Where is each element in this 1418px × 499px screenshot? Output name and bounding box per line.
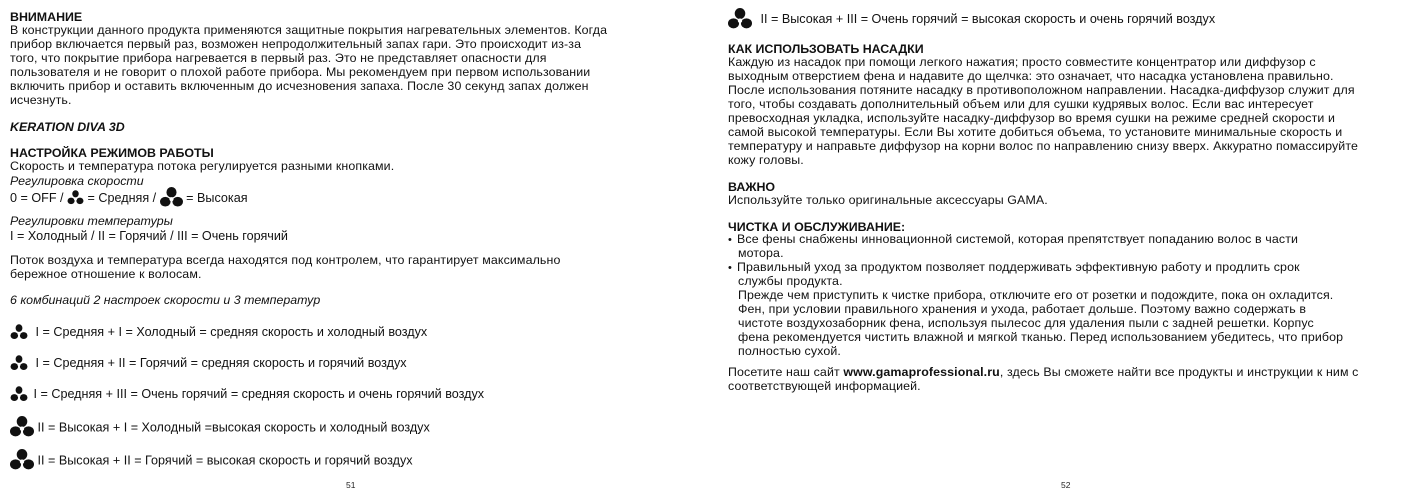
visit-line-2: соответствующей информацией. (728, 379, 921, 393)
combo-text: II = Высокая + III = Очень горячий = высокая скорость и очень горячий воздух (760, 12, 1216, 27)
cleaning-title: ЧИСТКА И ОБСЛУЖИВАНИЕ: (728, 220, 906, 234)
bullet-text: Правильный уход за продуктом позволяет поддерживать эффективную работу и продлить срок (737, 260, 1300, 274)
fan-high-icon (728, 8, 752, 32)
attach-line: самой высокой температуры. Если Вы хотите добиться объема, то установите минимальные скорость и (728, 125, 1343, 139)
visit-line (728, 366, 1359, 380)
fan-medium-icon (67, 190, 84, 207)
fan-high-icon (10, 416, 34, 440)
fan-medium-icon (10, 355, 28, 373)
warning-line: включить прибор и оставить включенным до исчезновения запаха. После 30 секунд запах должен (10, 79, 589, 93)
fan-high-icon (10, 449, 34, 473)
warning-line: пользователя и не говорит о плохой работе прибора. Мы рекомендуем при первом использовании (10, 65, 591, 79)
bullet-line: службы продукта. (738, 274, 843, 288)
speed-line (10, 187, 248, 210)
combo-item (10, 449, 413, 473)
fan-medium-icon (10, 386, 28, 404)
page-number: 51 (346, 480, 356, 490)
attach-line: превосходная укладка, используйте насадку-диффузор во время сушки на режиме средней скорости и (728, 111, 1336, 125)
warning-line: прибор включается первый раз, возможен непродолжительный запах гари. Это происходит из-за (10, 37, 582, 51)
combo-item (728, 8, 1215, 32)
warning-line: исчезнуть. (10, 93, 72, 107)
combo-item (10, 324, 427, 342)
bullet-text: Все фены снабжены инновационной системой, которая препятствует попаданию волос в части (737, 232, 1299, 246)
combo-text: II = Высокая + I = Холодный =высокая скорость и холодный воздух (37, 420, 430, 435)
important-text: Используйте только оригинальные аксессуары GAMA. (728, 193, 1048, 207)
warning-line: В конструкции данного продукта применяются защитные покрытия нагревательных элементов. Когда (10, 23, 608, 37)
attach-title: КАК ИСПОЛЬЗОВАТЬ НАСАДКИ (728, 42, 924, 56)
temp-title: Регулировки температуры (10, 214, 173, 228)
fan-high-icon (160, 187, 183, 210)
attach-line: После использования потяните насадку в противоположном направлении. Насадка-диффузор служит для (728, 83, 1355, 97)
bullet-line: полностью сухой. (738, 344, 841, 358)
visit-pre: Посетите наш сайт (728, 365, 844, 379)
flow-line: Поток воздуха и температура всегда находятся под контролем, что гарантирует максимально (10, 253, 561, 267)
attach-line: выходным отверстием фена и надавите до щелчка: это означает, что насадка установлена правильно. (728, 69, 1334, 83)
bullet-line: фена рекомендуется чистить влажной и мягкой тканью. Перед использованием убедитесь, что прибор (738, 330, 1344, 344)
bullet-item (728, 233, 1298, 248)
bullet-dot-icon: • (728, 234, 732, 246)
warning-line: того, что покрытие прибора нагревается в первый раз. Это не представляет опасности для (10, 51, 547, 65)
attach-line: того, чтобы создавать дополнительный объем или для сушки кудрявых волос. Если вас интересует (728, 97, 1314, 111)
attach-line: Каждую из насадок при помощи легкого нажатия; просто совместите концентратор или диффузор с (728, 55, 1316, 69)
important-title: ВАЖНО (728, 180, 776, 194)
model-name: KERATION DIVA 3D (10, 120, 125, 134)
modes-title: НАСТРОЙКА РЕЖИМОВ РАБОТЫ (10, 146, 214, 160)
bullet-line: мотора. (738, 246, 784, 260)
combo-item (10, 355, 407, 373)
combos-title: 6 комбинаций 2 настроек скорости и 3 температур (10, 293, 321, 307)
page-number: 52 (1061, 480, 1071, 490)
speed-title: Регулировка скорости (10, 174, 144, 188)
flow-line: бережное отношение к волосам. (10, 267, 202, 281)
warning-title: ВНИМАНИЕ (10, 10, 83, 24)
attach-line: кожу головы. (728, 153, 804, 167)
speed-off: 0 = OFF / (10, 190, 64, 205)
temp-line: I = Холодный / II = Горячий / III = Очень горячий (10, 229, 288, 243)
combo-item (10, 416, 430, 440)
bullet-line: чистоте воздухозаборник фена, используя пылесос для удаления пыли с задней решетки. Корпус (738, 316, 1314, 330)
combo-text: I = Средняя + II = Горячий = средняя скорость и горячий воздух (35, 356, 407, 371)
fan-medium-icon (10, 324, 28, 342)
combo-text: I = Средняя + III = Очень горячий = средняя скорость и очень горячий воздух (33, 387, 485, 402)
modes-intro: Скорость и температура потока регулируется разными кнопками. (10, 159, 395, 173)
bullet-dot-icon: • (728, 262, 732, 274)
combo-text: I = Средняя + I = Холодный = средняя скорость и холодный воздух (35, 325, 428, 340)
bullet-line: Прежде чем приступить к чистке прибора, отключите его от розетки и подождите, пока он охладится. (738, 288, 1334, 302)
website-link[interactable]: www.gamaprofessional.ru (843, 365, 1000, 379)
visit-post: , здесь Вы сможете найти все продукты и инструкции к ним с (999, 365, 1359, 379)
speed-medium: = Средняя / (87, 190, 157, 205)
bullet-line: Фен, при условии правильного хранения и ухода, работает дольше. Поэтому важно содержать в (738, 302, 1307, 316)
attach-line: температуру и направьте диффузор на корни волос по направлению снизу вверх. Аккуратно помассируйте (728, 139, 1359, 153)
combo-item (10, 386, 484, 404)
combo-text: II = Высокая + II = Горячий = высокая скорость и горячий воздух (37, 453, 413, 468)
speed-high: = Высокая (186, 190, 248, 205)
